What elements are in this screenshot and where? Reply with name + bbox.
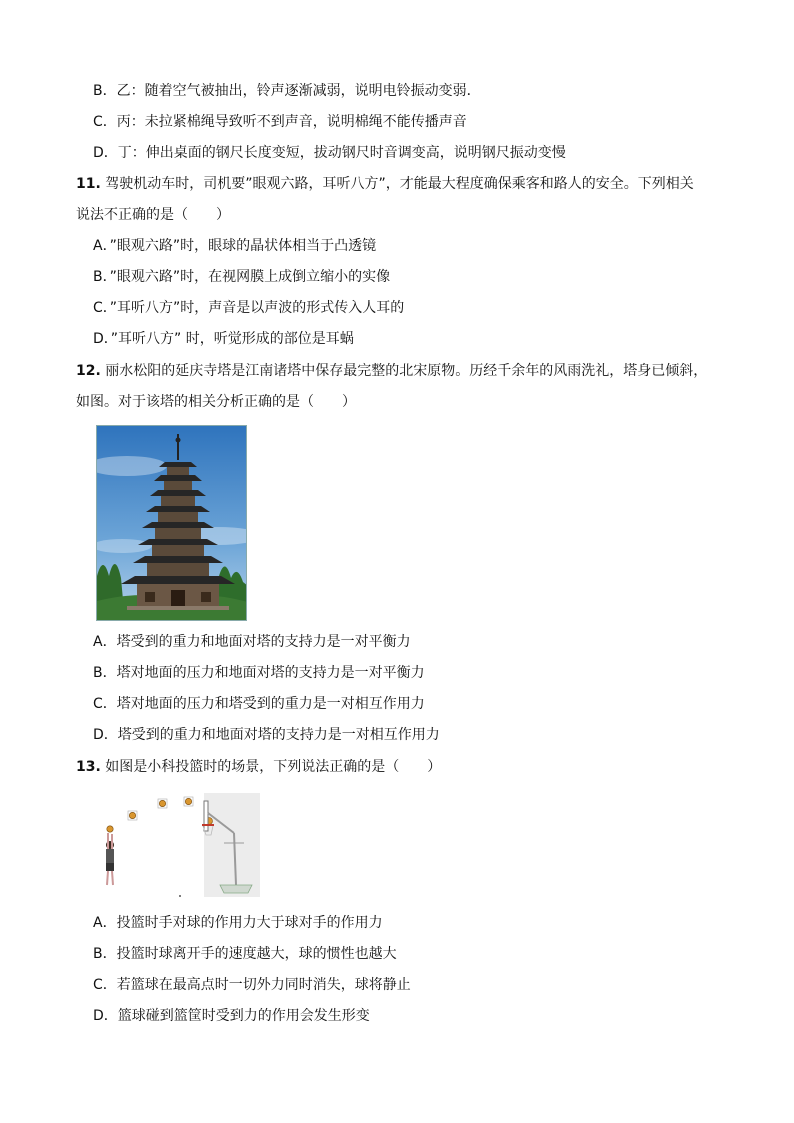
q13-option-d: D．篮球碰到篮筐时受到力的作用会发生形变 (93, 1008, 370, 1024)
q12-number: 12. (76, 363, 101, 379)
q11-option-a: A．”眼观六路”时，眼球的晶状体相当于凸透镜 (93, 238, 377, 254)
q13-option-b: B．投篮时球离开手的速度越大，球的惯性也越大 (93, 946, 397, 962)
q11-option-c: C．”耳听八方”时，声音是以声波的形式传入人耳的 (93, 300, 405, 316)
q12-stem-text: 丽水松阳的延庆寺塔是江南诸塔中保存最完整的北宋原物。历经千余年的风雨洗礼，塔身已倾斜， (105, 363, 708, 379)
q10-option-b: B．乙：随着空气被抽出，铃声逐渐减弱，说明电铃振动变弱． (93, 83, 481, 99)
q12-option-c: C．塔对地面的压力和塔受到的重力是一对相互作用力 (93, 696, 425, 712)
q10-option-c: C．丙：未拉紧棉绳导致听不到声音，说明棉绳不能传播声音 (93, 114, 467, 130)
pagoda-icon (97, 426, 247, 621)
q13-stem-text: 如图是小科投篮时的场景，下列说法正确的是（ ） (105, 759, 442, 775)
q11-option-d: D．”耳听八方” 时，听觉形成的部位是耳蜗 (93, 331, 354, 347)
q12-stem-line2: 如图。对于该塔的相关分析正确的是（ ） (76, 394, 356, 410)
q13-option-a: A．投篮时手对球的作用力大于球对手的作用力 (93, 915, 383, 931)
q12-option-d: D．塔受到的重力和地面对塔的支持力是一对相互作用力 (93, 727, 440, 743)
q12-stem-line1 (76, 361, 707, 381)
q13-stem (76, 757, 441, 777)
q13-option-c: C．若篮球在最高点时一切外力同时消失，球将静止 (93, 977, 411, 993)
basketball-icon (96, 793, 260, 897)
q11-stem-line2: 说法不正确的是（ ） (76, 207, 230, 223)
q10-option-d: D．丁：伸出桌面的钢尺长度变短，拔动钢尺时音调变高，说明钢尺振动变慢 (93, 145, 566, 161)
q11-stem-line1 (76, 174, 694, 194)
pagoda-photo (96, 425, 247, 621)
q13-number: 13. (76, 759, 101, 775)
basketball-scene (96, 793, 260, 897)
q11-option-b: B．”眼观六路”时，在视网膜上成倒立缩小的实像 (93, 269, 391, 285)
q12-option-b: B．塔对地面的压力和地面对塔的支持力是一对平衡力 (93, 665, 425, 681)
q12-option-a: A．塔受到的重力和地面对塔的支持力是一对平衡力 (93, 634, 411, 650)
q11-number: 11. (76, 176, 101, 192)
q11-stem-text: 驾驶机动车时，司机要”眼观六路，耳听八方”，才能最大程度确保乘客和路人的安全。下列相关 (105, 176, 694, 192)
